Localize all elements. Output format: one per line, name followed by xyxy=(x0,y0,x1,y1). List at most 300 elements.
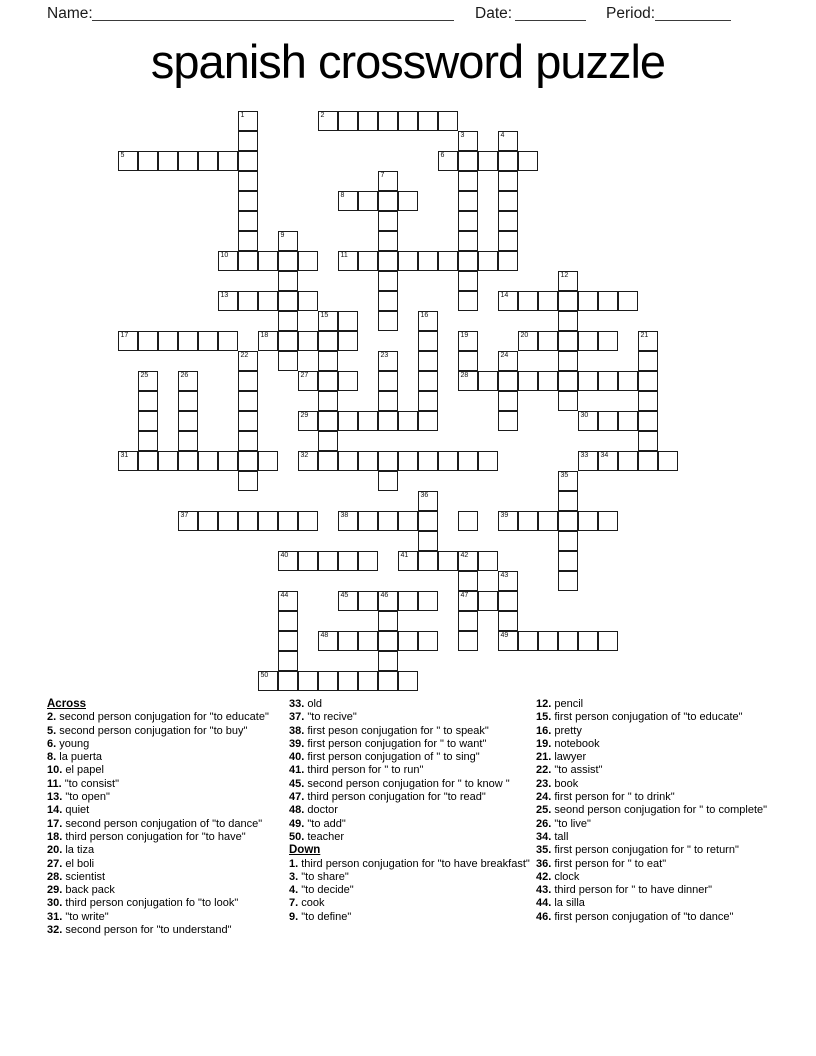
grid-cell[interactable] xyxy=(418,111,438,131)
grid-cell[interactable] xyxy=(398,671,418,691)
grid-cell[interactable] xyxy=(418,351,438,371)
grid-cell[interactable] xyxy=(558,631,578,651)
grid-cell[interactable] xyxy=(418,511,438,531)
grid-cell[interactable] xyxy=(438,111,458,131)
grid-cell[interactable] xyxy=(318,391,338,411)
grid-cell[interactable] xyxy=(338,311,358,331)
grid-cell[interactable] xyxy=(518,631,538,651)
grid-cell[interactable] xyxy=(458,351,478,371)
grid-cell[interactable] xyxy=(298,291,318,311)
grid-cell[interactable] xyxy=(338,551,358,571)
cell-number: 27 xyxy=(300,372,309,379)
grid-cell[interactable] xyxy=(398,111,418,131)
grid-cell[interactable] xyxy=(358,451,378,471)
grid-cell[interactable] xyxy=(558,511,578,531)
grid-cell[interactable] xyxy=(598,411,618,431)
grid-cell[interactable] xyxy=(498,511,518,531)
grid-cell[interactable] xyxy=(558,271,578,291)
grid-cell[interactable] xyxy=(258,671,278,691)
grid-cell[interactable] xyxy=(498,611,518,631)
grid-cell[interactable] xyxy=(198,151,218,171)
clue-number: 10. xyxy=(47,764,63,777)
grid-cell[interactable] xyxy=(458,551,478,571)
clue-item: 36. first person for " to eat" xyxy=(536,857,667,870)
grid-cell[interactable] xyxy=(498,131,518,151)
clue-item: 5. second person conjugation for "to buy" xyxy=(47,724,248,737)
grid-cell[interactable] xyxy=(638,411,658,431)
grid-cell[interactable] xyxy=(238,511,258,531)
grid-cell[interactable] xyxy=(278,331,298,351)
clue-item: 47. third person conjugation for "to read" xyxy=(289,791,486,804)
grid-cell[interactable] xyxy=(558,291,578,311)
grid-cell[interactable] xyxy=(538,291,558,311)
grid-cell[interactable] xyxy=(338,511,358,531)
grid-cell[interactable] xyxy=(478,451,498,471)
clue-number: 34. xyxy=(536,830,552,843)
grid-cell[interactable] xyxy=(418,631,438,651)
grid-cell[interactable] xyxy=(398,551,418,571)
grid-cell[interactable] xyxy=(578,371,598,391)
grid-cell[interactable] xyxy=(498,631,518,651)
grid-cell[interactable] xyxy=(298,411,318,431)
clue-number: 24. xyxy=(536,791,552,804)
grid-cell[interactable] xyxy=(338,251,358,271)
grid-cell[interactable] xyxy=(238,131,258,151)
grid-cell[interactable] xyxy=(498,231,518,251)
grid-cell[interactable] xyxy=(238,431,258,451)
grid-cell[interactable] xyxy=(138,431,158,451)
grid-cell[interactable] xyxy=(218,451,238,471)
grid-cell[interactable] xyxy=(458,511,478,531)
grid-cell[interactable] xyxy=(218,251,238,271)
grid-cell[interactable] xyxy=(318,411,338,431)
clue-number: 15. xyxy=(536,711,552,724)
grid-cell[interactable] xyxy=(458,171,478,191)
grid-cell[interactable] xyxy=(378,311,398,331)
grid-cell[interactable] xyxy=(398,451,418,471)
grid-cell[interactable] xyxy=(378,671,398,691)
grid-cell[interactable] xyxy=(418,411,438,431)
cell-number: 10 xyxy=(220,252,229,259)
grid-cell[interactable] xyxy=(458,611,478,631)
grid-cell[interactable] xyxy=(578,331,598,351)
grid-cell[interactable] xyxy=(298,551,318,571)
grid-cell[interactable] xyxy=(498,351,518,371)
grid-cell[interactable] xyxy=(358,111,378,131)
grid-cell[interactable] xyxy=(558,551,578,571)
grid-cell[interactable] xyxy=(418,311,438,331)
grid-cell[interactable] xyxy=(458,271,478,291)
grid-cell[interactable] xyxy=(598,331,618,351)
grid-cell[interactable] xyxy=(498,591,518,611)
grid-cell[interactable] xyxy=(278,631,298,651)
clue-item: 45. second person conjugation for " to know " xyxy=(289,777,510,790)
grid-cell[interactable] xyxy=(558,351,578,371)
grid-cell[interactable] xyxy=(378,471,398,491)
grid-cell[interactable] xyxy=(298,331,318,351)
clue-number: 36. xyxy=(536,857,552,870)
grid-cell[interactable] xyxy=(638,351,658,371)
grid-cell[interactable] xyxy=(498,151,518,171)
grid-cell[interactable] xyxy=(458,571,478,591)
grid-cell[interactable] xyxy=(138,371,158,391)
grid-cell[interactable] xyxy=(378,171,398,191)
grid-cell[interactable] xyxy=(178,331,198,351)
grid-cell[interactable] xyxy=(278,511,298,531)
grid-cell[interactable] xyxy=(478,251,498,271)
grid-cell[interactable] xyxy=(378,351,398,371)
grid-cell[interactable] xyxy=(438,251,458,271)
grid-cell[interactable] xyxy=(258,291,278,311)
grid-cell[interactable] xyxy=(318,351,338,371)
grid-cell[interactable] xyxy=(238,371,258,391)
grid-cell[interactable] xyxy=(578,291,598,311)
grid-cell[interactable] xyxy=(138,391,158,411)
cell-number: 25 xyxy=(140,372,149,379)
grid-cell[interactable] xyxy=(118,451,138,471)
grid-cell[interactable] xyxy=(478,551,498,571)
grid-cell[interactable] xyxy=(318,111,338,131)
grid-cell[interactable] xyxy=(238,351,258,371)
grid-cell[interactable] xyxy=(278,651,298,671)
grid-cell[interactable] xyxy=(338,411,358,431)
grid-cell[interactable] xyxy=(178,371,198,391)
grid-cell[interactable] xyxy=(378,451,398,471)
grid-cell[interactable] xyxy=(638,331,658,351)
grid-cell[interactable] xyxy=(378,371,398,391)
cell-number: 44 xyxy=(280,592,289,599)
grid-cell[interactable] xyxy=(578,511,598,531)
grid-cell[interactable] xyxy=(458,631,478,651)
grid-cell[interactable] xyxy=(358,411,378,431)
grid-cell[interactable] xyxy=(598,371,618,391)
grid-cell[interactable] xyxy=(538,511,558,531)
clue-number: 37. xyxy=(289,711,305,724)
grid-cell[interactable] xyxy=(218,151,238,171)
grid-cell[interactable] xyxy=(458,591,478,611)
grid-cell[interactable] xyxy=(238,291,258,311)
grid-cell[interactable] xyxy=(358,671,378,691)
grid-cell[interactable] xyxy=(518,331,538,351)
grid-cell[interactable] xyxy=(598,291,618,311)
clue-item: 24. first person for " to drink" xyxy=(536,791,675,804)
grid-cell[interactable] xyxy=(398,591,418,611)
grid-cell[interactable] xyxy=(638,371,658,391)
grid-cell[interactable] xyxy=(318,311,338,331)
grid-cell[interactable] xyxy=(498,391,518,411)
grid-cell[interactable] xyxy=(218,511,238,531)
grid-cell[interactable] xyxy=(358,591,378,611)
grid-cell[interactable] xyxy=(558,331,578,351)
grid-cell[interactable] xyxy=(498,211,518,231)
cell-number: 39 xyxy=(500,512,509,519)
grid-cell[interactable] xyxy=(418,551,438,571)
grid-cell[interactable] xyxy=(338,111,358,131)
clue-column-2 xyxy=(289,698,532,924)
clue-number: 29. xyxy=(47,884,63,897)
grid-cell[interactable] xyxy=(198,331,218,351)
grid-cell[interactable] xyxy=(378,211,398,231)
grid-cell[interactable] xyxy=(338,671,358,691)
clue-number: 31. xyxy=(47,910,63,923)
period-answer-line[interactable] xyxy=(655,4,731,21)
grid-cell[interactable] xyxy=(398,191,418,211)
clue-number: 21. xyxy=(536,751,552,764)
grid-cell[interactable] xyxy=(178,411,198,431)
grid-cell[interactable] xyxy=(638,391,658,411)
grid-cell[interactable] xyxy=(278,271,298,291)
grid-cell[interactable] xyxy=(378,611,398,631)
grid-cell[interactable] xyxy=(218,331,238,351)
grid-cell[interactable] xyxy=(558,471,578,491)
grid-cell[interactable] xyxy=(338,191,358,211)
grid-cell[interactable] xyxy=(618,451,638,471)
grid-cell[interactable] xyxy=(398,411,418,431)
grid-cell[interactable] xyxy=(358,251,378,271)
clue-number: 49. xyxy=(289,817,305,830)
cell-number: 36 xyxy=(420,492,429,499)
grid-cell[interactable] xyxy=(318,671,338,691)
grid-cell[interactable] xyxy=(198,511,218,531)
grid-cell[interactable] xyxy=(458,451,478,471)
grid-cell[interactable] xyxy=(358,631,378,651)
grid-cell[interactable] xyxy=(378,291,398,311)
grid-cell[interactable] xyxy=(558,311,578,331)
clue-number: 45. xyxy=(289,777,305,790)
grid-cell[interactable] xyxy=(278,351,298,371)
grid-cell[interactable] xyxy=(338,371,358,391)
grid-cell[interactable] xyxy=(238,391,258,411)
grid-cell[interactable] xyxy=(238,111,258,131)
grid-cell[interactable] xyxy=(638,451,658,471)
cell-number: 20 xyxy=(520,332,529,339)
grid-cell[interactable] xyxy=(458,211,478,231)
grid-cell[interactable] xyxy=(498,171,518,191)
grid-cell[interactable] xyxy=(278,611,298,631)
grid-cell[interactable] xyxy=(178,451,198,471)
grid-cell[interactable] xyxy=(438,151,458,171)
grid-cell[interactable] xyxy=(178,511,198,531)
clue-number: 26. xyxy=(536,817,552,830)
grid-cell[interactable] xyxy=(318,431,338,451)
grid-cell[interactable] xyxy=(598,631,618,651)
clue-number: 35. xyxy=(536,844,552,857)
grid-cell[interactable] xyxy=(398,511,418,531)
clue-number: 40. xyxy=(289,751,305,764)
grid-cell[interactable] xyxy=(418,491,438,511)
grid-cell[interactable] xyxy=(318,631,338,651)
grid-cell[interactable] xyxy=(138,451,158,471)
grid-cell[interactable] xyxy=(518,511,538,531)
grid-cell[interactable] xyxy=(358,511,378,531)
grid-cell[interactable] xyxy=(378,411,398,431)
grid-cell[interactable] xyxy=(158,151,178,171)
grid-cell[interactable] xyxy=(338,331,358,351)
grid-cell[interactable] xyxy=(518,371,538,391)
grid-cell[interactable] xyxy=(498,371,518,391)
grid-cell[interactable] xyxy=(578,411,598,431)
grid-cell[interactable] xyxy=(518,291,538,311)
grid-cell[interactable] xyxy=(418,251,438,271)
grid-cell[interactable] xyxy=(178,151,198,171)
grid-cell[interactable] xyxy=(498,291,518,311)
grid-cell[interactable] xyxy=(278,291,298,311)
grid-cell[interactable] xyxy=(158,331,178,351)
grid-cell[interactable] xyxy=(418,531,438,551)
grid-cell[interactable] xyxy=(558,391,578,411)
grid-cell[interactable] xyxy=(318,371,338,391)
cell-number: 21 xyxy=(640,332,649,339)
grid-cell[interactable] xyxy=(598,451,618,471)
grid-cell[interactable] xyxy=(418,451,438,471)
grid-cell[interactable] xyxy=(478,151,498,171)
grid-cell[interactable] xyxy=(418,591,438,611)
grid-cell[interactable] xyxy=(138,331,158,351)
grid-cell[interactable] xyxy=(378,251,398,271)
cell-number: 42 xyxy=(460,552,469,559)
cell-number: 31 xyxy=(120,452,129,459)
grid-cell[interactable] xyxy=(378,631,398,651)
grid-cell[interactable] xyxy=(198,451,218,471)
grid-cell[interactable] xyxy=(558,531,578,551)
grid-cell[interactable] xyxy=(458,131,478,151)
grid-cell[interactable] xyxy=(418,391,438,411)
name-label: Name: xyxy=(47,5,93,22)
grid-cell[interactable] xyxy=(298,451,318,471)
grid-cell[interactable] xyxy=(398,631,418,651)
grid-cell[interactable] xyxy=(338,451,358,471)
grid-cell[interactable] xyxy=(118,331,138,351)
grid-cell[interactable] xyxy=(378,191,398,211)
grid-cell[interactable] xyxy=(378,391,398,411)
grid-cell[interactable] xyxy=(138,411,158,431)
grid-cell[interactable] xyxy=(538,371,558,391)
grid-cell[interactable] xyxy=(158,451,178,471)
grid-cell[interactable] xyxy=(558,371,578,391)
grid-cell[interactable] xyxy=(278,231,298,251)
grid-cell[interactable] xyxy=(378,111,398,131)
grid-cell[interactable] xyxy=(298,671,318,691)
grid-cell[interactable] xyxy=(378,271,398,291)
grid-cell[interactable] xyxy=(458,291,478,311)
clue-number: 20. xyxy=(47,844,63,857)
grid-cell[interactable] xyxy=(258,451,278,471)
grid-cell[interactable] xyxy=(358,551,378,571)
clue-item: 46. first person conjugation of "to dance" xyxy=(536,910,734,923)
grid-cell[interactable] xyxy=(238,451,258,471)
grid-cell[interactable] xyxy=(558,491,578,511)
grid-cell[interactable] xyxy=(618,291,638,311)
grid-cell[interactable] xyxy=(438,551,458,571)
grid-cell[interactable] xyxy=(478,591,498,611)
grid-cell[interactable] xyxy=(278,591,298,611)
grid-cell[interactable] xyxy=(258,511,278,531)
grid-cell[interactable] xyxy=(458,251,478,271)
clue-column-1 xyxy=(47,698,289,937)
grid-cell[interactable] xyxy=(398,251,418,271)
clue-item: 9. "to define" xyxy=(289,910,352,923)
grid-cell[interactable] xyxy=(318,551,338,571)
clue-number: 50. xyxy=(289,830,305,843)
grid-cell[interactable] xyxy=(238,171,258,191)
clue-number: 47. xyxy=(289,791,305,804)
grid-cell[interactable] xyxy=(638,431,658,451)
grid-cell[interactable] xyxy=(238,471,258,491)
grid-cell[interactable] xyxy=(278,251,298,271)
grid-cell[interactable] xyxy=(238,411,258,431)
grid-cell[interactable] xyxy=(178,391,198,411)
grid-cell[interactable] xyxy=(578,631,598,651)
grid-cell[interactable] xyxy=(378,651,398,671)
grid-cell[interactable] xyxy=(238,211,258,231)
grid-cell[interactable] xyxy=(118,151,138,171)
grid-cell[interactable] xyxy=(498,411,518,431)
grid-cell[interactable] xyxy=(598,511,618,531)
cell-number: 4 xyxy=(500,132,505,139)
grid-cell[interactable] xyxy=(458,151,478,171)
grid-cell[interactable] xyxy=(238,191,258,211)
grid-cell[interactable] xyxy=(378,231,398,251)
grid-cell[interactable] xyxy=(498,191,518,211)
grid-cell[interactable] xyxy=(318,451,338,471)
grid-cell[interactable] xyxy=(478,371,498,391)
date-answer-line[interactable] xyxy=(515,4,586,21)
grid-cell[interactable] xyxy=(358,191,378,211)
clue-item: 13. "to open" xyxy=(47,791,110,804)
grid-cell[interactable] xyxy=(618,411,638,431)
grid-cell[interactable] xyxy=(278,311,298,331)
grid-cell[interactable] xyxy=(218,291,238,311)
grid-cell[interactable] xyxy=(238,151,258,171)
grid-cell[interactable] xyxy=(298,251,318,271)
grid-cell[interactable] xyxy=(618,371,638,391)
grid-cell[interactable] xyxy=(458,231,478,251)
grid-cell[interactable] xyxy=(418,331,438,351)
grid-cell[interactable] xyxy=(278,671,298,691)
grid-cell[interactable] xyxy=(258,251,278,271)
grid-cell[interactable] xyxy=(138,151,158,171)
grid-cell[interactable] xyxy=(498,571,518,591)
grid-cell[interactable] xyxy=(538,631,558,651)
grid-cell[interactable] xyxy=(338,591,358,611)
grid-cell[interactable] xyxy=(458,371,478,391)
grid-cell[interactable] xyxy=(298,511,318,531)
grid-cell[interactable] xyxy=(298,371,318,391)
grid-cell[interactable] xyxy=(458,331,478,351)
clue-item: 7. cook xyxy=(289,897,325,910)
grid-cell[interactable] xyxy=(558,571,578,591)
grid-cell[interactable] xyxy=(578,451,598,471)
grid-cell[interactable] xyxy=(538,331,558,351)
grid-cell[interactable] xyxy=(438,451,458,471)
grid-cell[interactable] xyxy=(658,451,678,471)
grid-cell[interactable] xyxy=(518,151,538,171)
grid-cell[interactable] xyxy=(378,591,398,611)
grid-cell[interactable] xyxy=(278,551,298,571)
grid-cell[interactable] xyxy=(418,371,438,391)
name-answer-line[interactable] xyxy=(92,4,454,21)
grid-cell[interactable] xyxy=(258,331,278,351)
grid-cell[interactable] xyxy=(318,331,338,351)
grid-cell[interactable] xyxy=(178,431,198,451)
grid-cell[interactable] xyxy=(338,631,358,651)
grid-cell[interactable] xyxy=(378,511,398,531)
cell-number: 43 xyxy=(500,572,509,579)
grid-cell[interactable] xyxy=(458,191,478,211)
grid-cell[interactable] xyxy=(498,251,518,271)
grid-cell[interactable] xyxy=(238,231,258,251)
grid-cell[interactable] xyxy=(238,251,258,271)
